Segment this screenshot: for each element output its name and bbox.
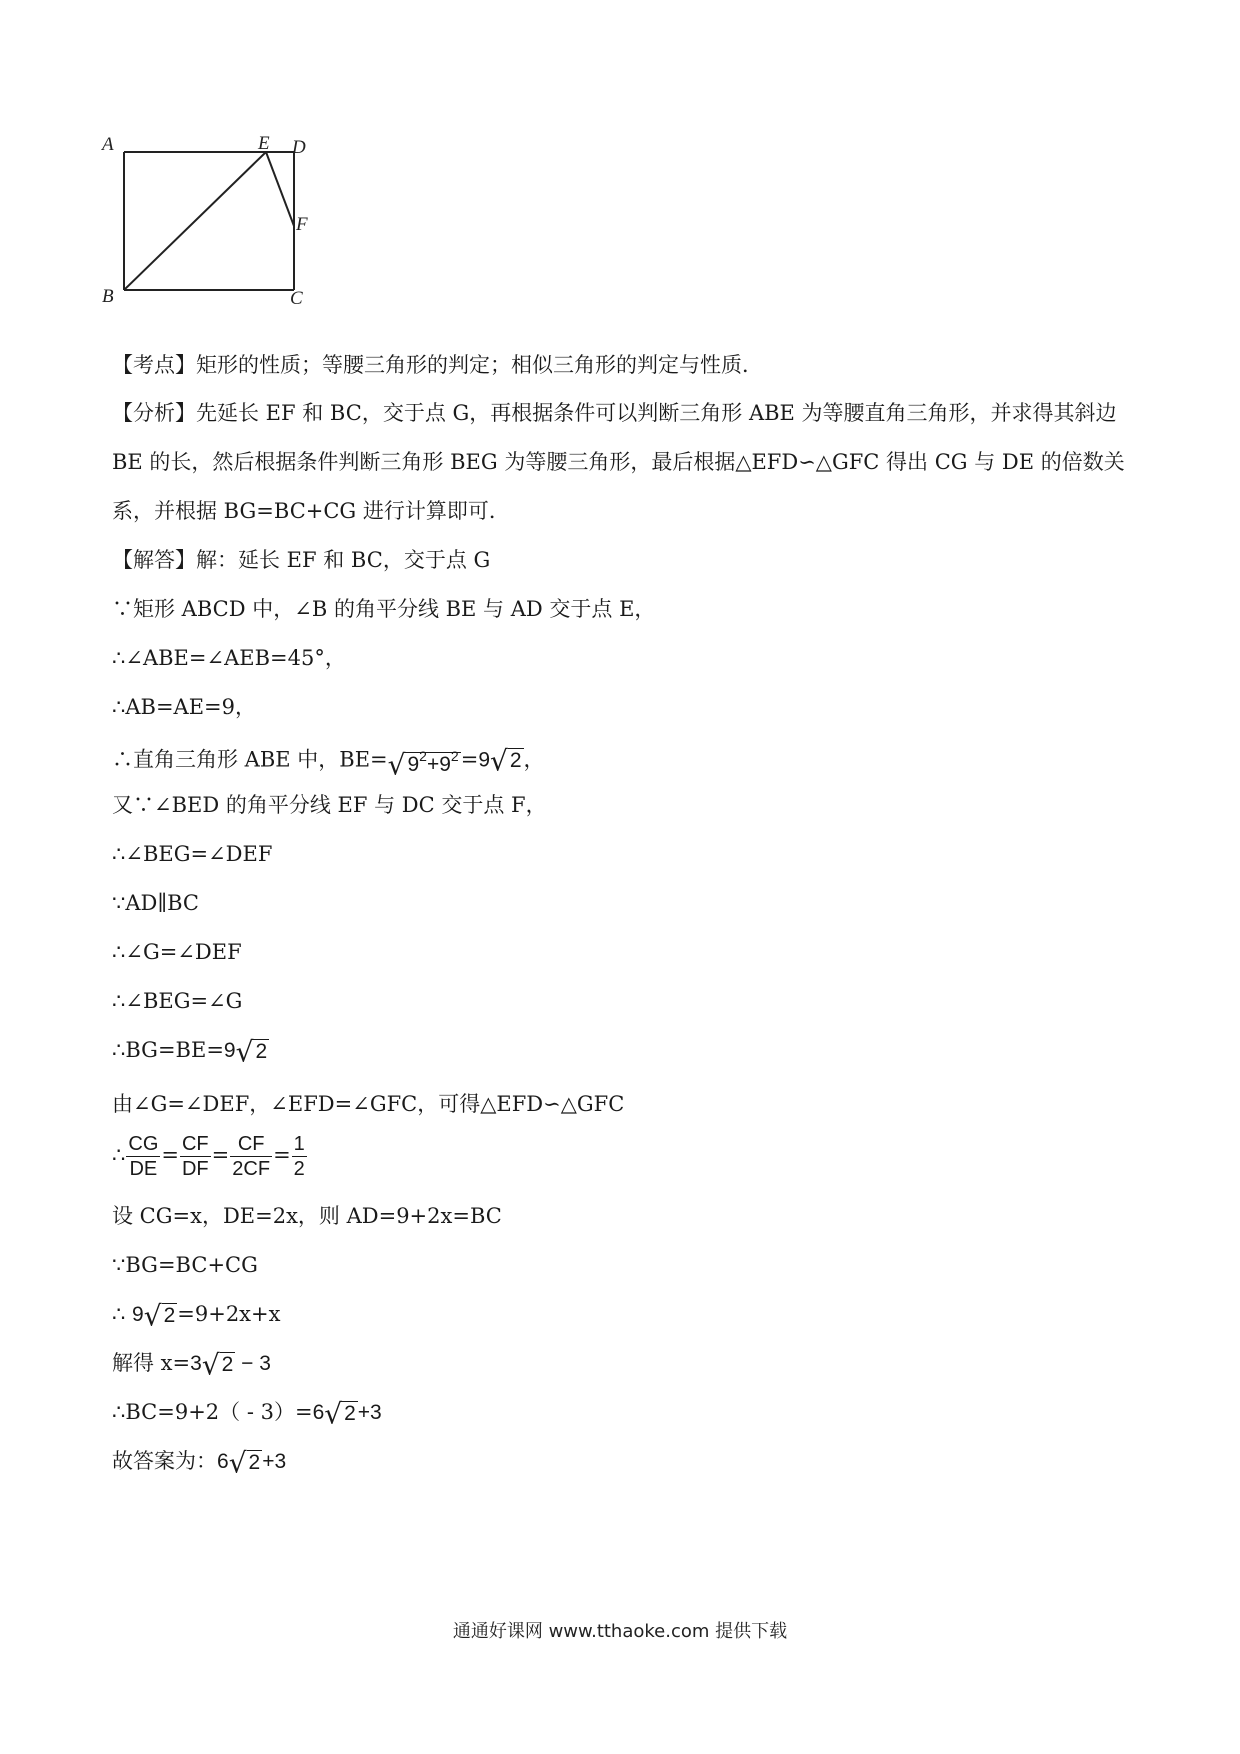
coef: 6 [312, 1401, 325, 1424]
sqrt-2: √2 [235, 1035, 268, 1069]
step-9: ∴∠BEG=∠G [112, 989, 243, 1013]
step-15-suffix: =9+2x+x [177, 1302, 281, 1326]
plus-sign: + [426, 753, 440, 776]
coef: 9 [478, 748, 491, 772]
step-14: ∵BG=BC+CG [112, 1253, 258, 1277]
sqrt-2: √2 [201, 1348, 234, 1382]
step-2: ∴∠ABE=∠AEB=45°， [112, 646, 346, 670]
step-7: ∵AD∥BC [112, 891, 199, 915]
sqrt-sum-squares: $√9^2+9^2$ [387, 748, 459, 782]
exp-a: 2 [419, 748, 427, 764]
kaodian-text: 矩形的性质；等腰三角形的判定；相似三角形的判定与性质． [196, 353, 763, 377]
step-16 [112, 1348, 271, 1380]
step-6: ∴∠BEG=∠DEF [112, 842, 273, 866]
step-12-prefix: ∴ [112, 1143, 126, 1167]
equals: = [273, 1143, 291, 1167]
step-12 [112, 1128, 308, 1182]
jieda-text: 解：延长 EF 和 BC，交于点 G [196, 548, 491, 572]
kaodian-tag: 【考点】 [112, 353, 196, 377]
step-8: ∴∠G=∠DEF [112, 940, 242, 964]
fenxi-tag: 【分析】 [112, 401, 196, 425]
step-10 [112, 1035, 269, 1067]
jieda-line [112, 545, 490, 575]
label-c: C [290, 288, 303, 309]
segment-ef [266, 152, 294, 226]
label-f: F [296, 214, 308, 235]
step-15 [112, 1299, 280, 1331]
step-18 [112, 1446, 286, 1478]
sqrt-2: √2 [228, 1446, 261, 1480]
step-17 [112, 1397, 382, 1429]
radicand-a: 9 [407, 753, 420, 776]
sqrt-2: √2 [143, 1299, 176, 1333]
step-17-suffix: +3 [357, 1401, 382, 1424]
step-1: ∵矩形 ABCD 中，∠B 的角平分线 BE 与 AD 交于点 E， [112, 597, 656, 621]
radicand-b: 9 [439, 753, 451, 776]
step-18-prefix: 故答案为： [112, 1449, 217, 1473]
equals: = [460, 747, 479, 772]
label-a: A [102, 134, 114, 155]
coef: 3 [190, 1352, 202, 1375]
step-17-prefix: ∴BC=9+2（ - 3）= [112, 1400, 313, 1424]
coef: 6 [217, 1450, 229, 1473]
fenxi-paragraph [112, 389, 1128, 536]
step-10-prefix: ∴BG=BE= [112, 1038, 224, 1062]
coef: 9 [132, 1303, 144, 1326]
label-d: D [292, 137, 306, 158]
jieda-tag: 【解答】 [112, 548, 196, 572]
step-15-prefix: ∴ [112, 1302, 133, 1326]
sqrt-2: √2 [490, 744, 522, 778]
fraction-cg-de: $\frac{CG}{DE}$ [128, 1133, 159, 1180]
label-e: E [258, 133, 270, 154]
fraction-1-2: $\frac{1}{2}$ [293, 1133, 305, 1180]
step-4 [112, 741, 545, 781]
step-4-prefix: ∴直角三角形 ABE 中，BE= [112, 747, 388, 772]
fraction-cf-df: $\frac{CF}{DF}$ [181, 1133, 209, 1180]
step-11: 由∠G=∠DEF，∠EFD=∠GFC，可得△EFD∽△GFC [112, 1092, 625, 1116]
step-13: 设 CG=x，DE=2x，则 AD=9+2x=BC [112, 1204, 502, 1228]
kaodian-line [112, 350, 763, 380]
exp-b: 2 [450, 748, 459, 764]
segment-be [124, 152, 266, 290]
rectangle-abcd-figure [102, 133, 358, 350]
step-3: ∴AB=AE=9， [112, 695, 257, 719]
step-18-suffix: +3 [262, 1450, 287, 1473]
equals: = [161, 1143, 179, 1167]
fraction-cf-2cf: $\frac{CF}{2CF}$ [232, 1133, 271, 1180]
step-16-prefix: 解得 x= [112, 1351, 191, 1375]
step-5: 又∵∠BED 的角平分线 EF 与 DC 交于点 F， [112, 793, 547, 817]
step-16-suffix: − 3 [235, 1352, 271, 1375]
label-b: B [102, 286, 114, 307]
coef: 9 [223, 1039, 236, 1062]
sqrt-2: √2 [324, 1397, 356, 1431]
page-footer: 通通好课网 www.tthaoke.com 提供下载 [452, 1621, 788, 1642]
equals: = [211, 1143, 230, 1167]
step-4-suffix: ， [523, 747, 545, 772]
fenxi-text: 先延长 EF 和 BC，交于点 G，再根据条件可以判断三角形 ABE 为等腰直角三角形，并求得其斜边 BE 的长，然后根据条件判断三角形 BEG 为等腰三角形，最后根据△EFD∽△GFC 得出 CG 与 DE 的倍数关系，并根据 BG=BC+CG 进行计算即可． [112, 401, 1125, 523]
